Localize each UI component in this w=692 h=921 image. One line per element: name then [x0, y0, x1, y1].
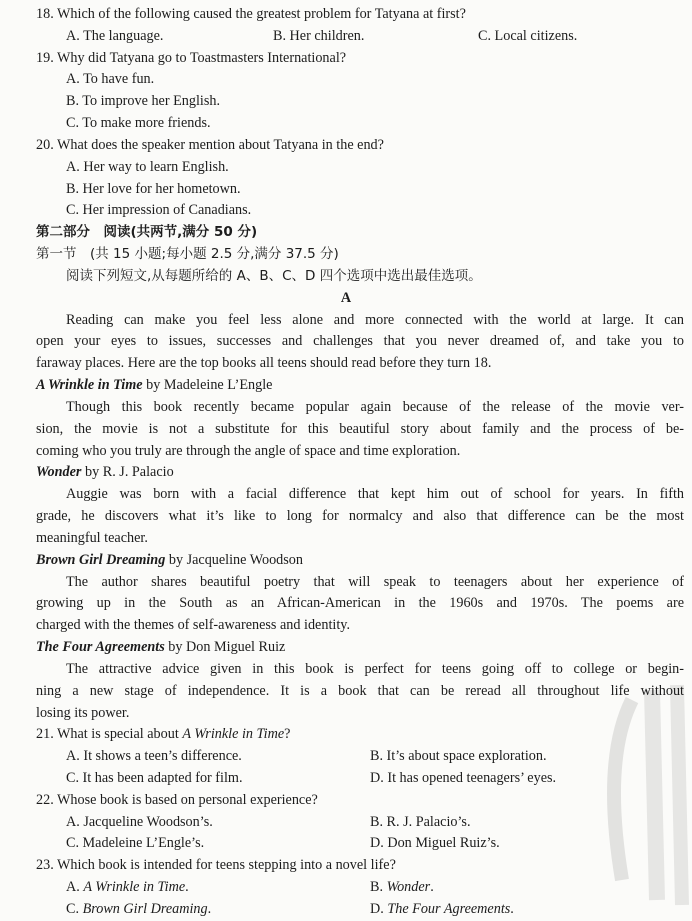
option-end: . [207, 900, 212, 917]
question-18-stem: 18. Which of the following caused the greatest problem for Tatyana at first? [36, 6, 466, 22]
question-22-stem: 22. Whose book is based on personal experience? [36, 791, 318, 808]
option [370, 899, 514, 921]
question-23-stem: 23. Which book is intended for teens stepping into a novel life? [36, 857, 396, 874]
passage-line: The attractive advice given in this book is perfect for teens going off to college or begin- [66, 660, 684, 677]
book-heading [0, 462, 692, 484]
passage-label: A [340, 289, 352, 306]
option-end: . [430, 879, 434, 896]
question-21-stem [0, 724, 692, 746]
option: D. Don Miguel Ruiz’s. [370, 835, 500, 852]
option: B. R. J. Palacio’s. [370, 813, 471, 830]
book-title: The Four Agreements [36, 639, 165, 656]
passage-line: meaningful teacher. [36, 529, 148, 546]
book-author: by Don Miguel Ruiz [164, 639, 286, 656]
book-title: Brown Girl Dreaming [36, 551, 166, 568]
option: A. Her way to learn English. [66, 158, 229, 175]
options-row [0, 877, 692, 899]
passage-line: The author shares beautiful poetry that will speak to teenagers about her experience of [66, 573, 684, 590]
option: C. Her impression of Canadians. [66, 202, 252, 219]
book-author: by R. J. Palacio [81, 464, 174, 481]
option-end: . [185, 879, 189, 896]
option: C. To make more friends. [66, 115, 211, 132]
section-title: 第二部分 阅读(共两节,满分 50 分) [36, 224, 258, 241]
options-row [0, 768, 692, 790]
option-title: A Wrinkle in Time [83, 879, 186, 896]
passage-line: faraway places. Here are the top books all teens should read before they turn 18. [36, 355, 492, 372]
question-20-stem: 20. What does the speaker mention about Tatyana in the end? [36, 136, 384, 153]
passage-line: open your eyes to issues, successes and challenges that you never dreamed of, and take you to [36, 333, 684, 350]
option: B. Her children. [273, 27, 365, 44]
option [66, 877, 189, 899]
options-row [0, 833, 692, 855]
option: A. To have fun. [66, 71, 155, 88]
option-letter: B. [370, 879, 387, 896]
book-title: Wonder [36, 464, 82, 481]
passage-line: grade, he discovers what it’s like to long for normalcy and also that difference can be the most [36, 508, 684, 525]
option-end: . [510, 900, 514, 917]
option [66, 899, 211, 921]
option: A. The language. [66, 27, 164, 44]
option: C. Local citizens. [478, 27, 578, 44]
option: D. It has opened teenagers’ eyes. [370, 769, 557, 786]
stem-text: 21. What is special about [36, 726, 183, 743]
options-row [0, 899, 692, 921]
passage-line: growing up in the South as an African-American in the 1960s and 1970s. The poems are [36, 595, 684, 612]
option: C. It has been adapted for film. [66, 769, 243, 786]
option-letter: C. [66, 900, 83, 917]
option: B. Her love for her hometown. [66, 180, 241, 197]
book-heading [0, 637, 692, 659]
exam-page [0, 4, 692, 921]
book-author: by Madeleine L’Engle [142, 377, 273, 394]
book-title: A Wrinkle in Time [36, 377, 143, 394]
passage-line: Auggie was born with a facial difference that kept him out of school for years. In fifth [66, 486, 684, 503]
passage-line: ning a new stage of independence. It is a book that can be reread all throughout life without [36, 682, 684, 699]
option: B. To improve her English. [66, 93, 221, 110]
option-title: The Four Agreements [387, 900, 511, 917]
question-19-stem: 19. Why did Tatyana go to Toastmasters International? [36, 49, 347, 66]
part-title: 第一节 (共 15 小题;每小题 2.5 分,满分 37.5 分) [36, 246, 339, 263]
book-author: by Jacqueline Woodson [165, 551, 303, 568]
instruction: 阅读下列短文,从每题所给的 A、B、C、D 四个选项中选出最佳选项。 [66, 267, 482, 284]
option-letter: A. [66, 879, 84, 896]
option: B. It’s about space exploration. [370, 748, 547, 765]
option-title: Brown Girl Dreaming [82, 900, 208, 917]
passage-line: charged with the themes of self-awareness and identity. [36, 617, 350, 634]
passage-line: sion, the movie is not a substitute for this beautiful story about family and the process of be- [36, 420, 684, 437]
stem-title: A Wrinkle in Time [182, 726, 285, 743]
option: A. It shows a teen’s difference. [66, 748, 242, 765]
stem-end: ? [284, 726, 291, 743]
option-title: Wonder [386, 879, 431, 896]
question-18-options [0, 26, 692, 48]
option [370, 877, 434, 899]
options-row [0, 746, 692, 768]
passage-line: losing its power. [36, 704, 130, 721]
options-row [0, 812, 692, 834]
passage-line: Though this book recently became popular again because of the release of the movie ver- [66, 398, 684, 415]
book-heading [0, 550, 692, 572]
passage-line: coming who you truly are through the angle of space and time exploration. [36, 442, 461, 459]
passage-line: Reading can make you feel less alone and more connected with the world at large. It can [66, 311, 684, 328]
option: A. Jacqueline Woodson’s. [66, 813, 213, 830]
option: C. Madeleine L’Engle’s. [66, 835, 205, 852]
book-heading [0, 375, 692, 397]
option-letter: D. [370, 900, 388, 917]
